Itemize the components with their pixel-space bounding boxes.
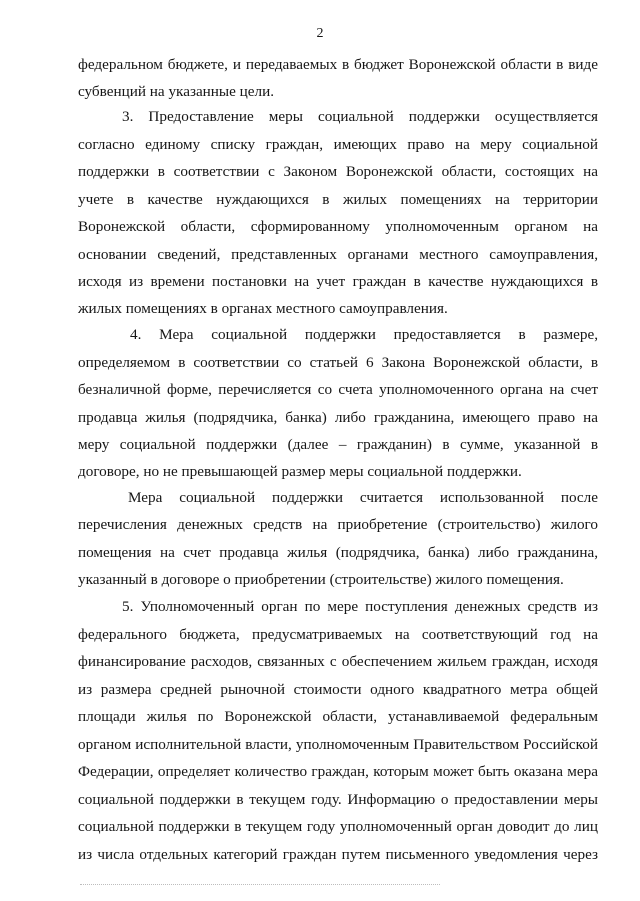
page-number: 2 <box>316 26 324 41</box>
text-line: федерального бюджета, предусматриваемых на соответствующий год на <box>78 626 598 643</box>
text-line: органом исполнительной власти, уполномоченным Правительством Российской <box>78 736 598 753</box>
text-line: меру социальной поддержки (далее – гражданин) в сумме, указанной в <box>78 436 598 453</box>
text-line: основании сведений, представленных органами местного самоуправления, <box>78 246 598 263</box>
text-line: финансирование расходов, связанных с обеспечением жильем граждан, исходя <box>78 653 598 670</box>
text-line: указанный в договоре о приобретении (строительстве) жилого помещения. <box>78 571 564 588</box>
text-line: 4. Мера социальной поддержки предоставляется в размере, <box>130 326 598 343</box>
text-line: 3. Предоставление меры социальной поддержки осуществляется <box>122 108 598 125</box>
text-line: определяемом в соответствии со статьей 6 Закона Воронежской области, в <box>78 354 598 371</box>
text-line: жилых помещениях в органах местного самоуправления. <box>78 300 448 317</box>
text-line: согласно единому списку граждан, имеющих право на меру социальной <box>78 136 598 153</box>
text-line: договоре, но не превышающей размер меры социальной поддержки. <box>78 463 522 480</box>
text-line: исходя из времени постановки на учет граждан в качестве нуждающихся в <box>78 273 598 290</box>
text-line: продавца жилья (подрядчика, банка) либо гражданина, имеющего право на <box>78 409 598 426</box>
text-line: федеральном бюджете, и передаваемых в бюджет Воронежской области в виде <box>78 56 598 73</box>
footer-divider <box>80 884 440 885</box>
text-line: поддержки в соответствии с Законом Воронежской области, состоящих на <box>78 163 598 180</box>
text-line: помещения на счет продавца жилья (подрядчика, банка) либо гражданина, <box>78 544 598 561</box>
text-line: социальной поддержки в текущем году уполномоченный орган доводит до лиц <box>78 818 598 835</box>
text-line: учете в качестве нуждающихся в жилых помещениях на территории <box>78 191 598 208</box>
text-line: из размера средней рыночной стоимости одного квадратного метра общей <box>78 681 598 698</box>
text-line: из числа отдельных категорий граждан путем письменного уведомления через <box>78 846 598 863</box>
text-line: социальной поддержки в текущем году. Информацию о предоставлении меры <box>78 791 598 808</box>
text-line: Мера социальной поддержки считается использованной после <box>128 489 598 506</box>
text-line: Воронежской области, сформированному уполномоченным органом на <box>78 218 598 235</box>
text-line: субвенций на указанные цели. <box>78 83 275 100</box>
text-line: безналичной форме, перечисляется со счета уполномоченного органа на счет <box>78 381 598 398</box>
text-line: Федерации, определяет количество граждан, которым может быть оказана мера <box>78 763 598 780</box>
text-line: 5. Уполномоченный орган по мере поступления денежных средств из <box>122 598 598 615</box>
text-line: площади жилья по Воронежской области, устанавливаемой федеральным <box>78 708 598 725</box>
text-line: перечисления денежных средств на приобретение (строительство) жилого <box>78 516 598 533</box>
